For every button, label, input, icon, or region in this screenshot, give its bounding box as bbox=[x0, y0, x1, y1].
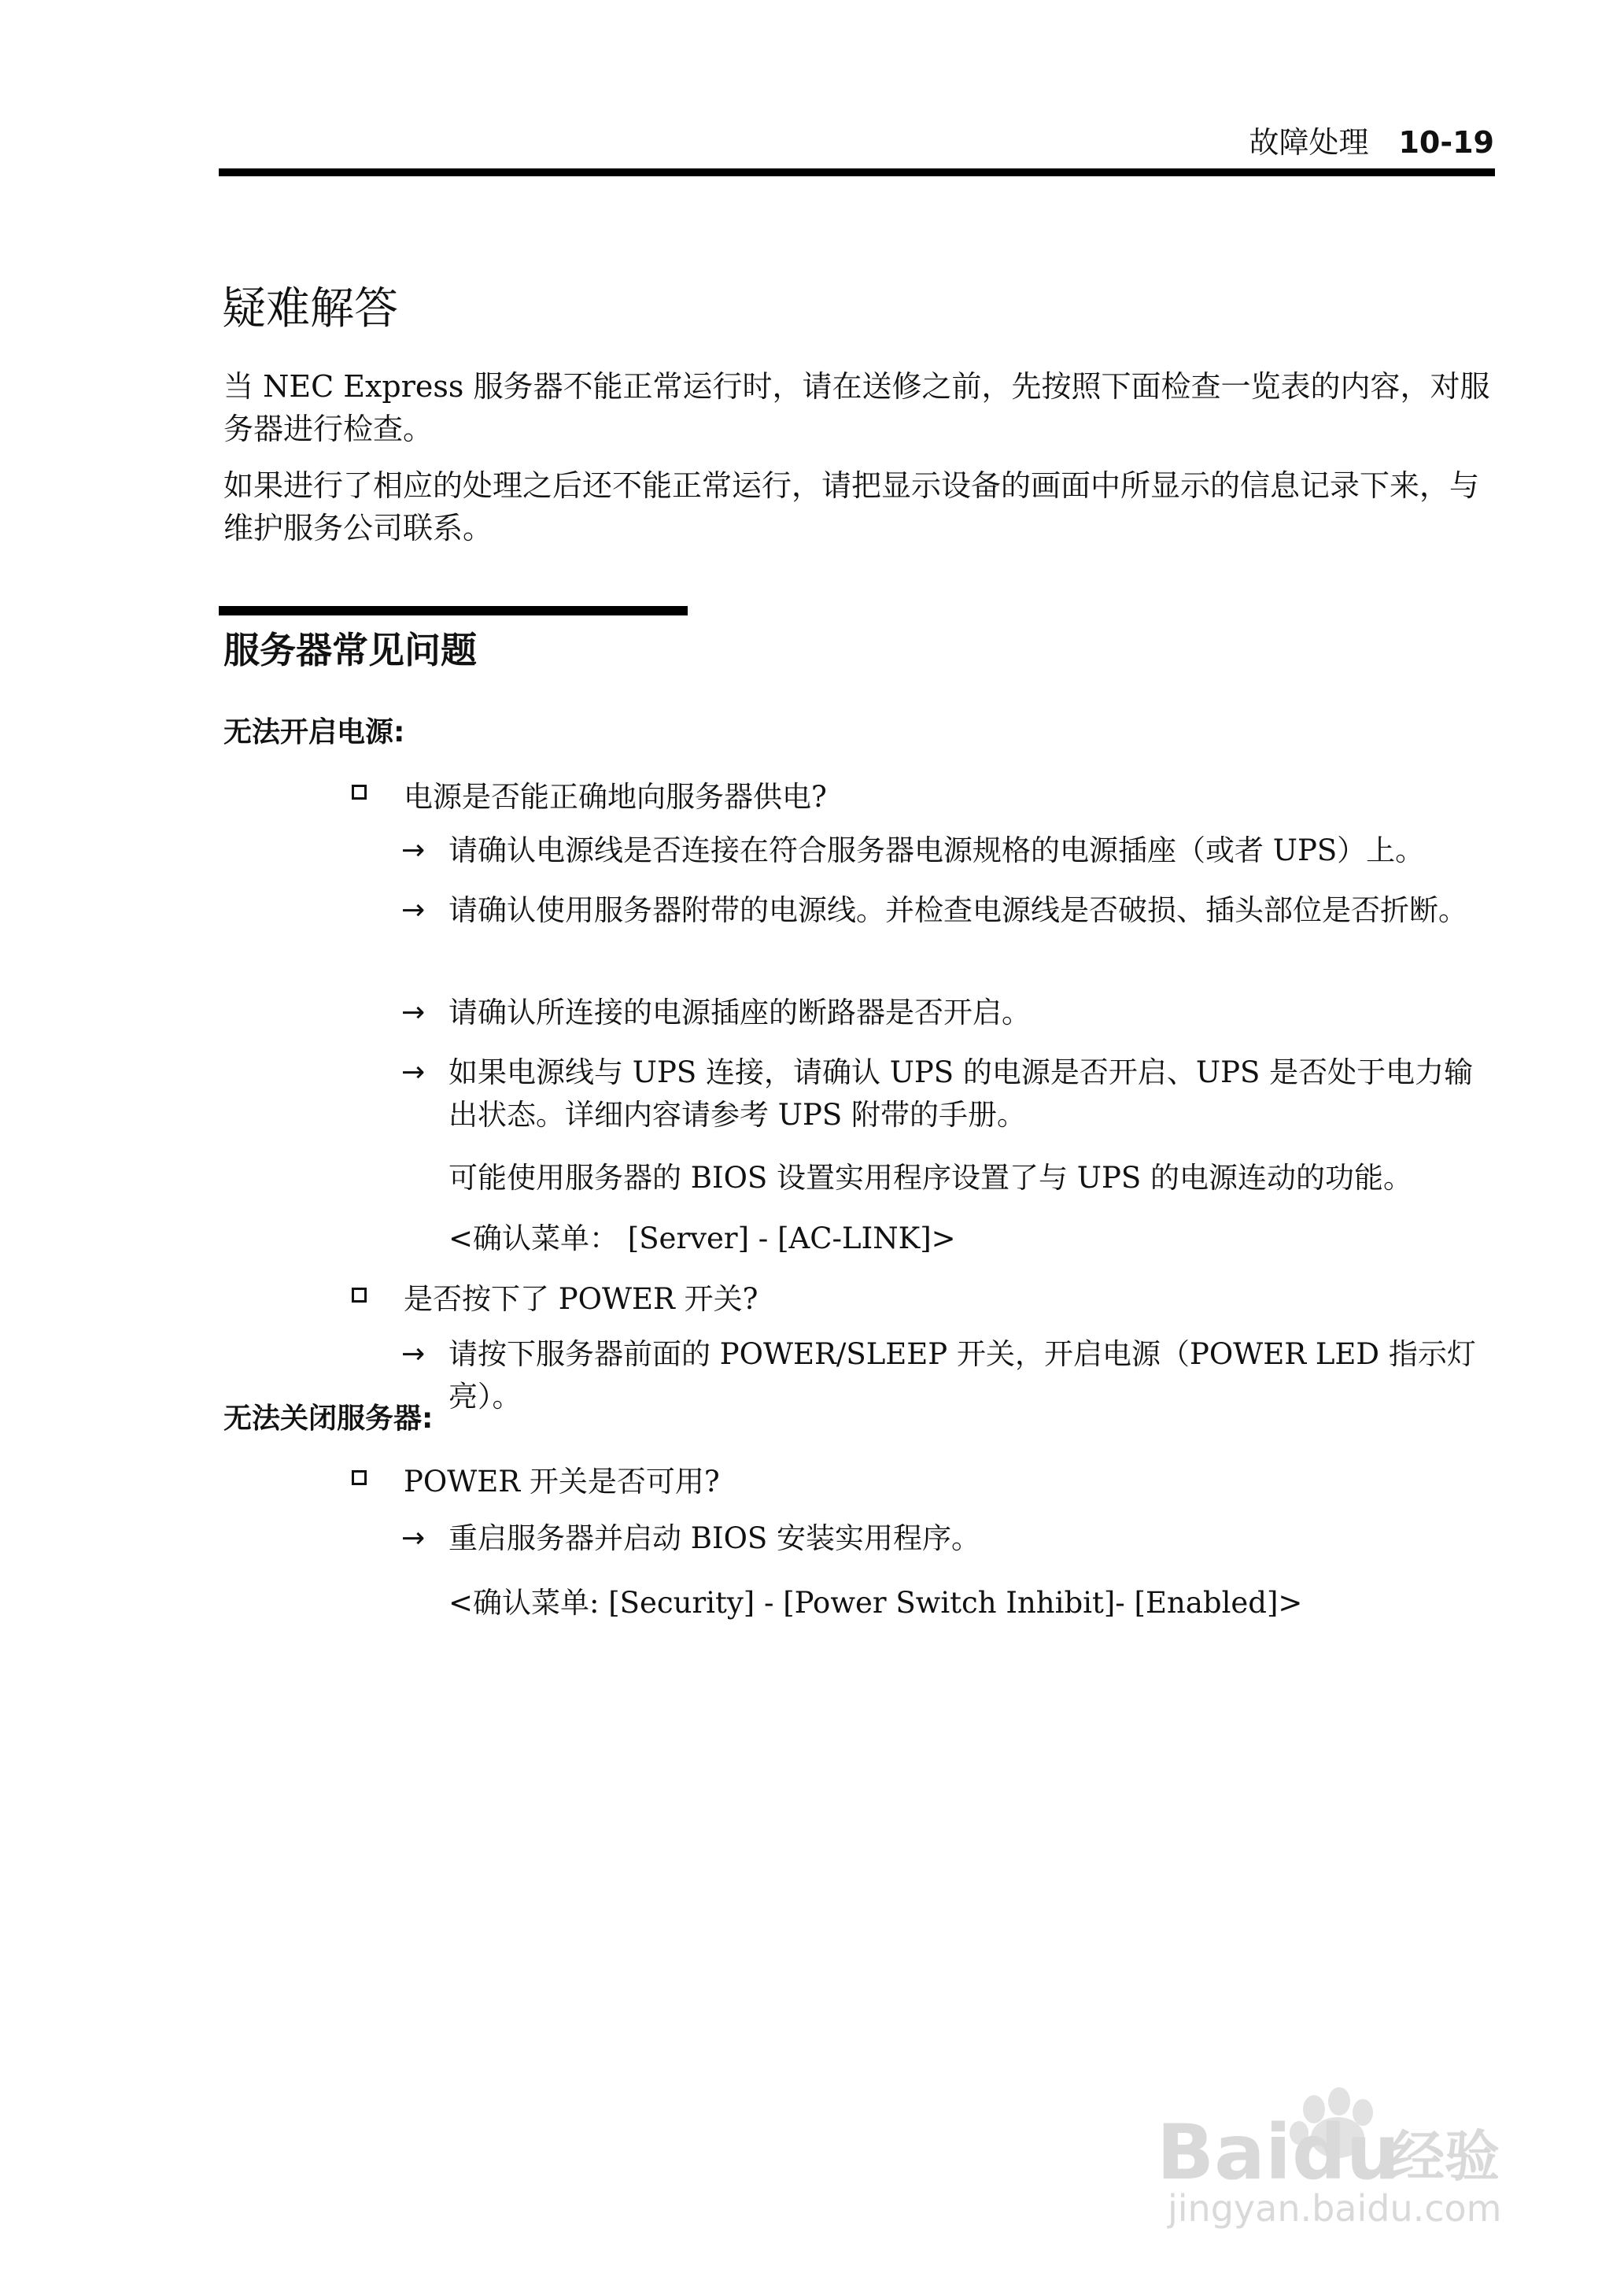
check-item: 请确认电源线是否连接在符合服务器电源规格的电源插座（或者 UPS）上。 bbox=[448, 833, 1425, 867]
arrow-right-icon: → bbox=[401, 996, 426, 1029]
baidu-jingyan-watermark bbox=[1157, 2086, 1526, 2235]
check-question: 电源是否能正确地向服务器供电? bbox=[404, 780, 827, 814]
arrow-right-icon: → bbox=[401, 1338, 426, 1370]
watermark-url: jingyan.baidu.com bbox=[1168, 2187, 1502, 2230]
page-title: 疑难解答 bbox=[222, 283, 398, 334]
running-header bbox=[1249, 118, 1494, 161]
intro-paragraph-1: 当 NEC Express 服务器不能正常运行时，请在送修之前，先按照下面检查一览表的内容，对服务器进行检查。 bbox=[223, 369, 1490, 446]
menu-path-note: <确认菜单： [Server] - [AC-LINK]> bbox=[448, 1221, 956, 1255]
header-section: 故障处理 bbox=[1249, 125, 1369, 160]
intro-paragraph-2: 如果进行了相应的处理之后还不能正常运行，请把显示设备的画面中所显示的信息记录下来，与维护服务公司联系。 bbox=[223, 468, 1480, 545]
check-question: 是否按下了 POWER 开关? bbox=[404, 1282, 758, 1316]
arrow-right-icon: → bbox=[401, 894, 426, 926]
section-rule bbox=[219, 606, 688, 615]
checkbox-icon bbox=[352, 1288, 367, 1303]
check-item: 请确认所连接的电源插座的断路器是否开启。 bbox=[448, 996, 1031, 1029]
arrow-right-icon: → bbox=[401, 1522, 426, 1554]
watermark-brand-2: du bbox=[1292, 2108, 1401, 2197]
check-item: 请确认使用服务器附带的电源线。并检查电源线是否破损、插头部位是否折断。 bbox=[448, 893, 1467, 927]
header-divider bbox=[219, 168, 1495, 176]
check-item: 重启服务器并启动 BIOS 安装实用程序。 bbox=[448, 1521, 981, 1555]
section-title: 服务器常见问题 bbox=[223, 629, 477, 671]
arrow-right-icon: → bbox=[401, 834, 426, 867]
watermark-cn: 经验 bbox=[1390, 2124, 1500, 2189]
check-note: 可能使用服务器的 BIOS 设置实用程序设置了与 UPS 的电源连动的功能。 bbox=[448, 1161, 1412, 1195]
group-heading-power-on: 无法开启电源: bbox=[223, 716, 405, 748]
page-number: 10-19 bbox=[1398, 125, 1494, 160]
check-item: 请按下服务器前面的 POWER/SLEEP 开关，开启电源（POWER LED 指示灯亮）。 bbox=[448, 1337, 1476, 1414]
checkbox-icon bbox=[352, 785, 367, 800]
watermark-brand: Bai bbox=[1157, 2108, 1291, 2197]
check-question: POWER 开关是否可用? bbox=[404, 1465, 720, 1499]
checkbox-icon bbox=[352, 1470, 367, 1485]
group-heading-power-off: 无法关闭服务器: bbox=[223, 1402, 434, 1435]
menu-path-note: <确认菜单: [Security] - [Power Switch Inhibit]- [Enabled]> bbox=[448, 1586, 1303, 1620]
arrow-right-icon: → bbox=[401, 1056, 426, 1088]
check-item: 如果电源线与 UPS 连接，请确认 UPS 的电源是否开启、UPS 是否处于电力输出状态。详细内容请参考 UPS 附带的手册。 bbox=[448, 1055, 1474, 1132]
